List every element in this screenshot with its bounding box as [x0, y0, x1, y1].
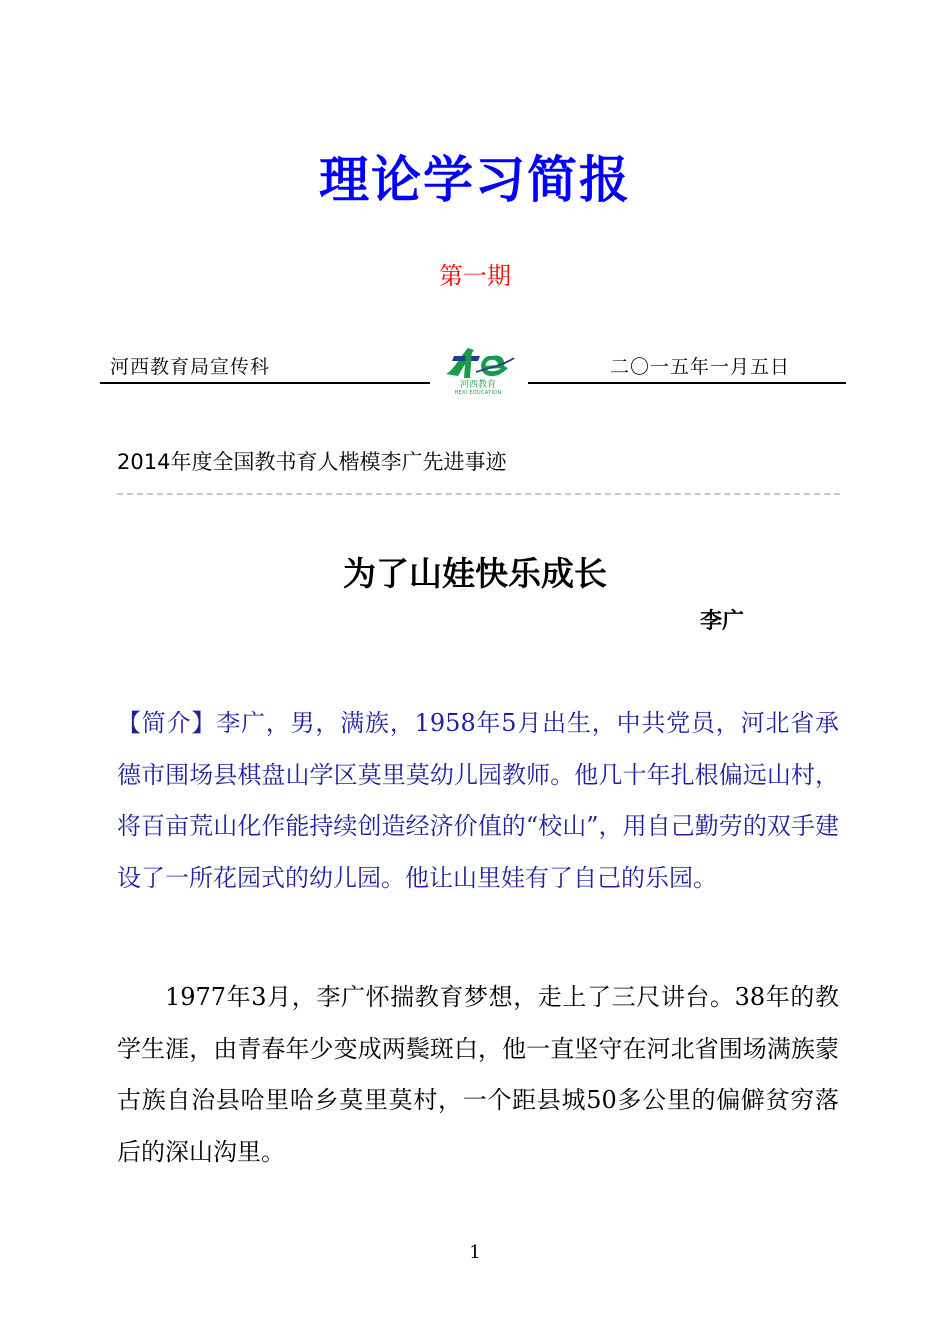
department-name: 河西教育局宣传科 [110, 356, 271, 378]
header-rule-right [528, 382, 846, 384]
article-title: 为了山娃快乐成长 [343, 554, 607, 593]
article-author: 李广 [700, 608, 745, 634]
logo-text: 河西教育 [459, 380, 496, 390]
intro-text: 李广，男，满族，1958年5月出生，中共党员，河北省承德市围场县棋盘山学区莫里莫幼儿园教师。他几十年扎根偏远山村，将百亩荒山化作能持续创造经济价值的“校山”，用自己勤劳的双手建设了一所花园式的幼儿园。他让山里娃有了自己的乐园。 [117, 709, 839, 892]
newsletter-title: 理论学习简报 [319, 151, 631, 209]
publish-date: 二〇一五年一月五日 [610, 356, 791, 378]
body-paragraph: 1977年3月，李广怀揣教育梦想，走上了三尺讲台。38年的教学生涯，由青春年少变成两鬓斑白，他一直坚守在河北省围场满族蒙古族自治县哈里哈乡莫里莫村，一个距县城50多公里的偏僻贫穷落后的深山沟里。 [117, 983, 839, 1166]
intro-paragraph [117, 698, 839, 904]
dashed-divider [117, 493, 840, 495]
article-subheading: 2014年度全国教书育人楷模李广先进事迹 [117, 450, 507, 474]
header-rule-left [100, 382, 430, 384]
intro-label: 【简介】 [117, 709, 217, 737]
page-number: 1 [469, 1242, 481, 1263]
issue-number: 第一期 [439, 262, 511, 290]
hexi-education-logo [440, 344, 516, 398]
logo-subtext: HEXI EDUCATION [454, 390, 502, 396]
